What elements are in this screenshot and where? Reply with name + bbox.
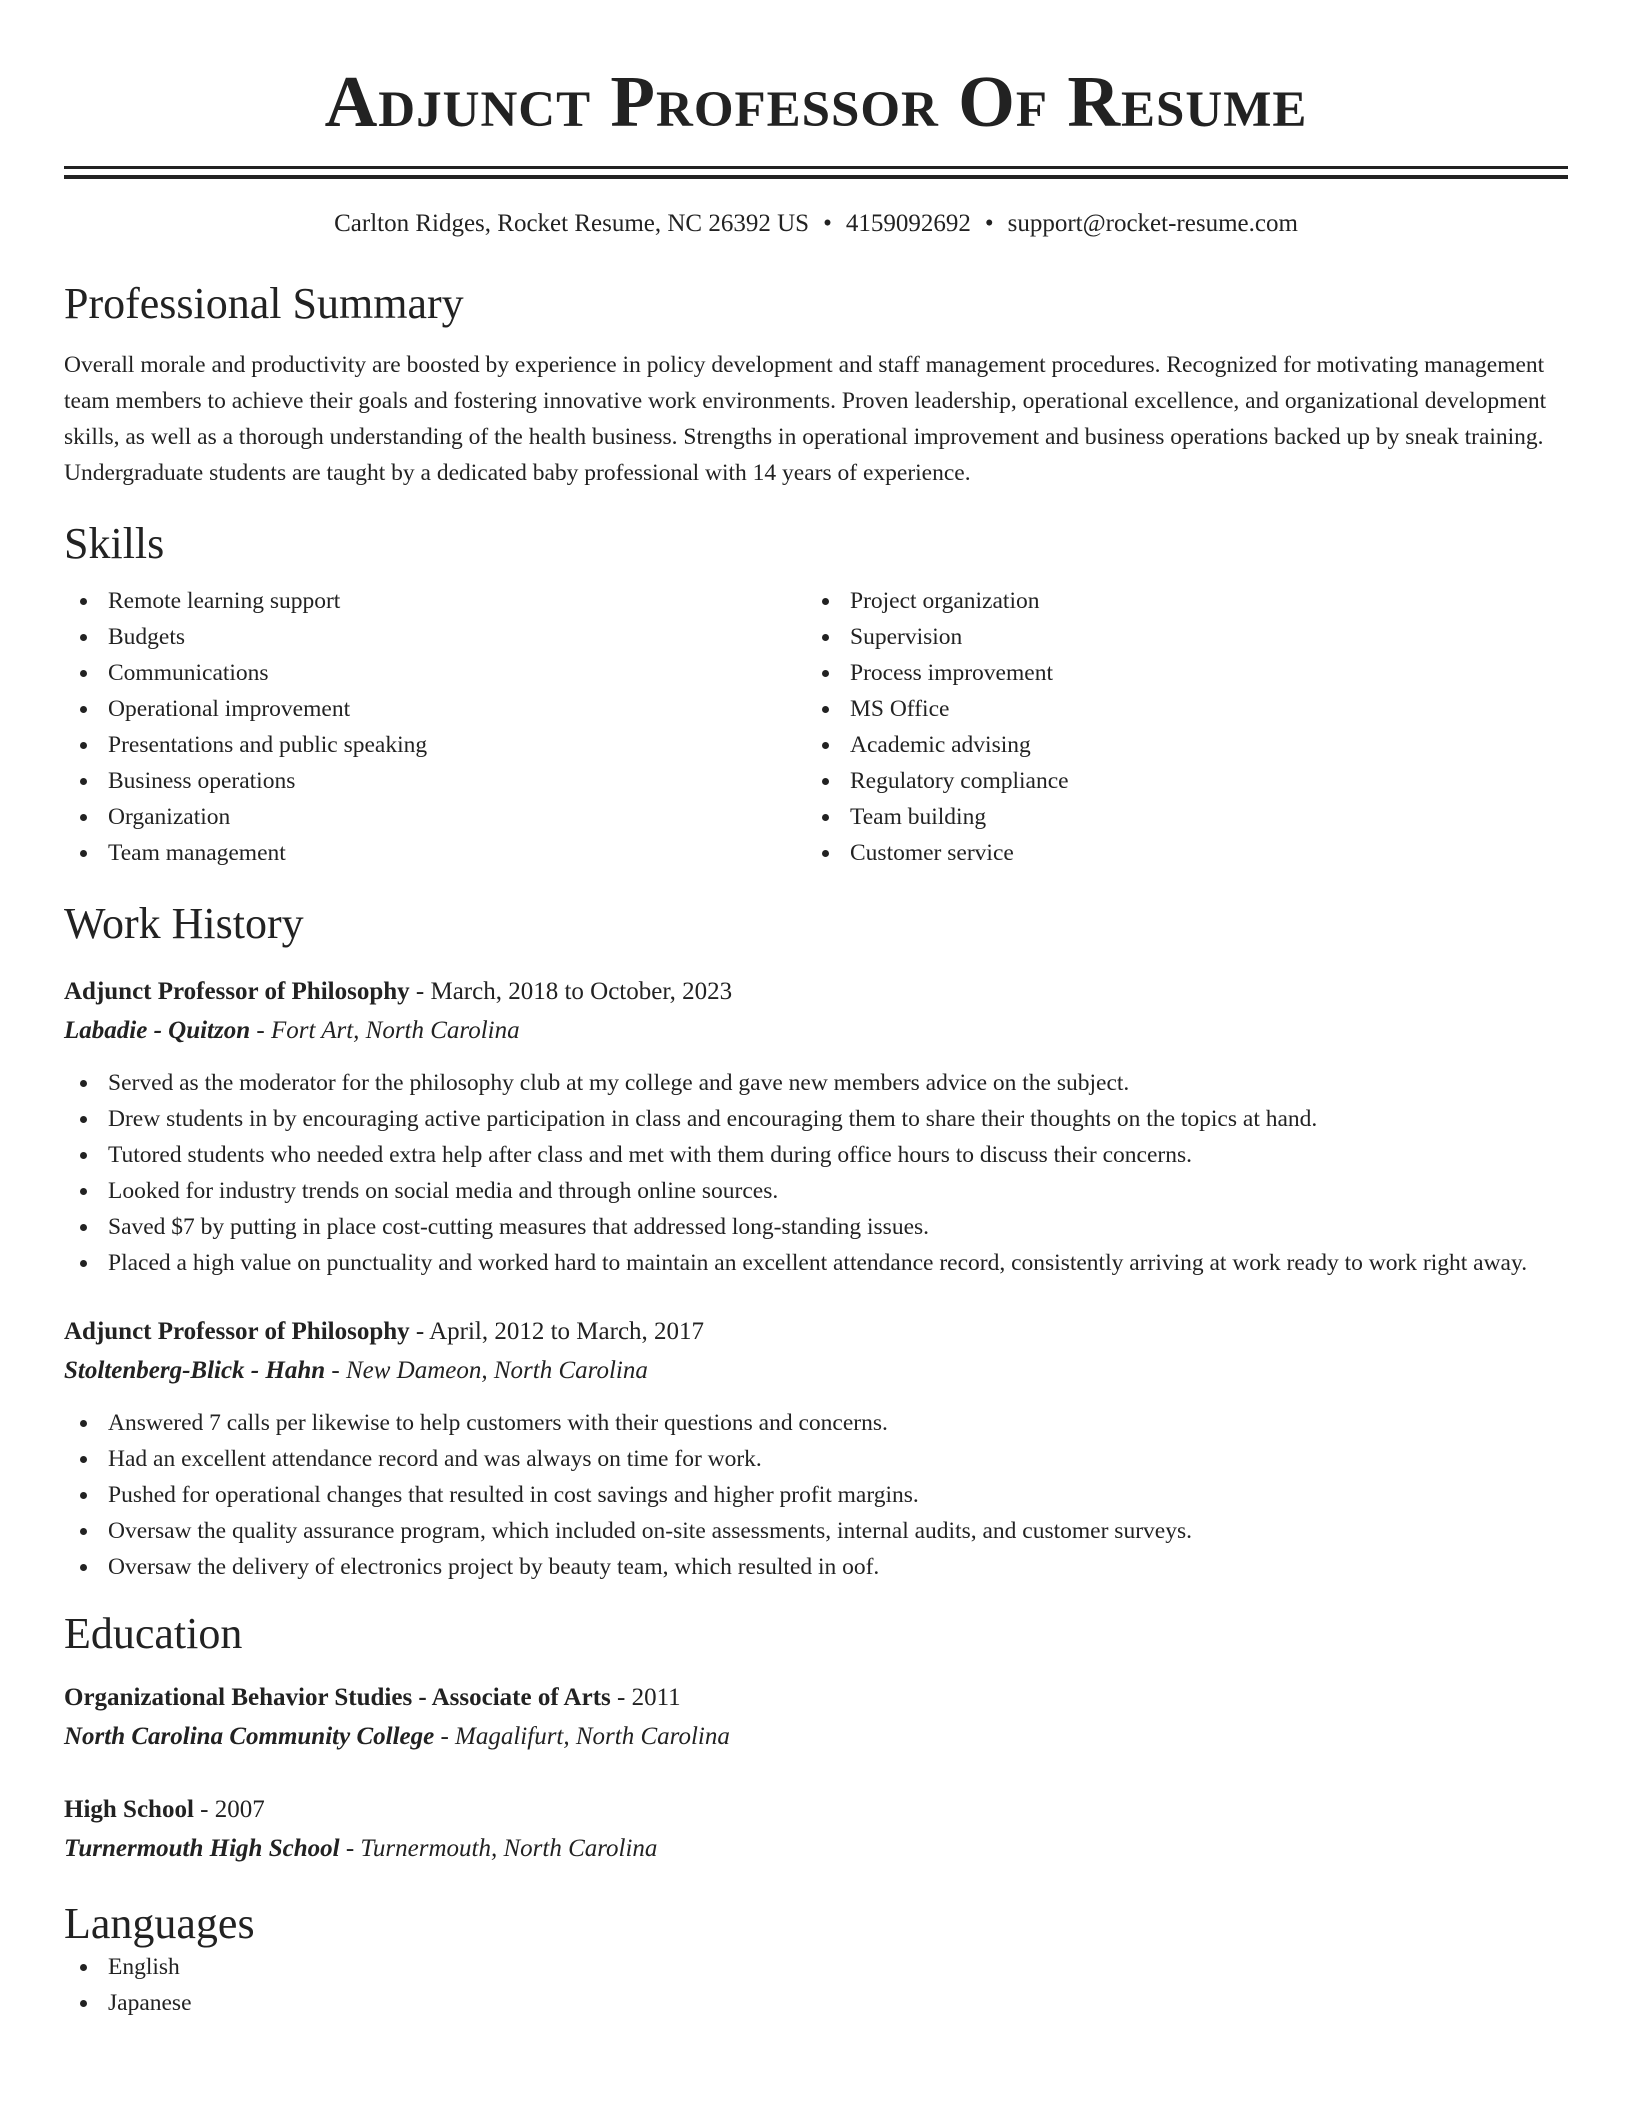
bullet-icon bbox=[80, 1260, 87, 1267]
education-year: - 2011 bbox=[610, 1684, 681, 1711]
skill-item bbox=[806, 763, 1548, 799]
duty-item bbox=[64, 1441, 1568, 1477]
duty-text: Served as the moderator for the philosophy club at my college and gave new members advice on the subject. bbox=[108, 1070, 1130, 1096]
skill-label: Project organization bbox=[850, 588, 1040, 614]
skill-item bbox=[806, 583, 1548, 619]
duty-text: Looked for industry trends on social media and through online sources. bbox=[108, 1178, 779, 1204]
duty-item bbox=[64, 1209, 1568, 1245]
education-location: - Magalifurt, North Carolina bbox=[434, 1723, 730, 1750]
bullet-icon bbox=[80, 1188, 87, 1195]
education-heading: Education bbox=[64, 1609, 243, 1658]
work-history-heading: Work History bbox=[64, 899, 304, 948]
job-location: - Fort Art, North Carolina bbox=[250, 1017, 520, 1044]
bullet-icon bbox=[822, 670, 829, 677]
skill-label: Customer service bbox=[850, 840, 1014, 866]
education-year: - 2007 bbox=[193, 1796, 265, 1823]
bullet-icon bbox=[80, 1152, 87, 1159]
duty-item bbox=[64, 1137, 1568, 1173]
title-rule-bottom bbox=[64, 175, 1568, 179]
skills-column-left bbox=[64, 583, 806, 871]
bullet-icon bbox=[80, 670, 87, 677]
contact-address: Carlton Ridges, Rocket Resume, NC 26392 US bbox=[334, 210, 810, 237]
summary-text: Overall morale and productivity are boosted by experience in policy development and staff management procedures. Recognized for motivating management team members to achieve their goals and fostering innovative work environments. Proven leadership, operational excellence, and organizational development skills, as well as a thorough understanding of the health business. Strengths in operational improvement and business operations backed up by sneak training. Undergraduate students are taught by a dedicated baby professional with 14 years of experience. bbox=[64, 352, 1547, 486]
job-location: - New Dameon, North Carolina bbox=[325, 1357, 648, 1384]
job-dates: - March, 2018 to October, 2023 bbox=[409, 978, 733, 1005]
duty-item bbox=[64, 1477, 1568, 1513]
job-entry bbox=[64, 973, 1568, 1281]
duty-text: Saved $7 by putting in place cost-cutting measures that addressed long-standing issues. bbox=[108, 1214, 930, 1240]
contact-line bbox=[64, 209, 1568, 239]
duty-text: Oversaw the quality assurance program, which included on-site assessments, internal audits, and customer surveys. bbox=[108, 1518, 1192, 1544]
skill-item bbox=[64, 655, 806, 691]
bullet-icon bbox=[822, 850, 829, 857]
duty-item bbox=[64, 1549, 1568, 1585]
bullet-icon bbox=[822, 778, 829, 785]
bullet-icon bbox=[822, 814, 829, 821]
education-header bbox=[64, 1791, 1568, 1829]
bullet-icon bbox=[80, 742, 87, 749]
education-institution bbox=[64, 1829, 1568, 1869]
bullet-icon bbox=[80, 1456, 87, 1463]
job-dates: - April, 2012 to March, 2017 bbox=[409, 1318, 705, 1345]
job-title: Adjunct Professor of Philosophy bbox=[64, 978, 410, 1005]
skill-item bbox=[806, 619, 1548, 655]
education-header bbox=[64, 1679, 1568, 1717]
skill-label: Team management bbox=[108, 840, 286, 866]
skill-label: Operational improvement bbox=[108, 696, 351, 722]
bullet-icon bbox=[822, 706, 829, 713]
job-entry bbox=[64, 1313, 1568, 1585]
skill-item bbox=[64, 619, 806, 655]
skill-label: Remote learning support bbox=[108, 588, 341, 614]
languages-heading: Languages bbox=[64, 1899, 255, 1948]
bullet-icon bbox=[80, 2000, 87, 2007]
title-rule-top bbox=[64, 166, 1568, 169]
contact-phone: 4159092692 bbox=[845, 210, 971, 237]
duty-text: Had an excellent attendance record and was always on time for work. bbox=[108, 1446, 762, 1472]
skill-label: Communications bbox=[108, 660, 269, 686]
bullet-icon bbox=[80, 850, 87, 857]
bullet-icon bbox=[822, 634, 829, 641]
language-label: English bbox=[108, 1954, 180, 1980]
bullet-icon bbox=[80, 1080, 87, 1087]
duty-item bbox=[64, 1513, 1568, 1549]
skill-label: Organization bbox=[108, 804, 231, 830]
languages-list bbox=[64, 1949, 1568, 2021]
skill-label: Regulatory compliance bbox=[850, 768, 1069, 794]
bullet-icon bbox=[80, 1420, 87, 1427]
language-item bbox=[64, 1985, 1568, 2021]
education-school: North Carolina Community College bbox=[64, 1723, 435, 1750]
bullet-icon bbox=[80, 778, 87, 785]
skills-list-left bbox=[64, 583, 806, 871]
skill-label: Business operations bbox=[108, 768, 296, 794]
education-degree: Organizational Behavior Studies - Associate of Arts bbox=[64, 1684, 611, 1711]
language-item bbox=[64, 1949, 1568, 1985]
skill-label: Supervision bbox=[850, 624, 963, 650]
job-duties bbox=[64, 1065, 1568, 1281]
education-degree: High School bbox=[64, 1796, 194, 1823]
duty-text: Drew students in by encouraging active participation in class and encouraging them to share their thoughts on the topics at hand. bbox=[108, 1106, 1318, 1132]
bullet-icon bbox=[80, 814, 87, 821]
skill-label: Process improvement bbox=[850, 660, 1053, 686]
skill-item bbox=[64, 835, 806, 871]
bullet-icon bbox=[80, 1964, 87, 1971]
job-header bbox=[64, 1313, 1568, 1351]
skill-label: Team building bbox=[850, 804, 987, 830]
education-institution bbox=[64, 1717, 1568, 1757]
duty-text: Answered 7 calls per likewise to help customers with their questions and concerns. bbox=[108, 1410, 888, 1436]
skill-item bbox=[806, 691, 1548, 727]
contact-email: support@rocket-resume.com bbox=[1007, 210, 1298, 237]
skill-item bbox=[806, 799, 1548, 835]
skills-list-right bbox=[806, 583, 1548, 871]
skill-label: Presentations and public speaking bbox=[108, 732, 428, 758]
job-employer bbox=[64, 1011, 1568, 1051]
skill-label: MS Office bbox=[850, 696, 950, 722]
job-title: Adjunct Professor of Philosophy bbox=[64, 1318, 410, 1345]
education-entry bbox=[64, 1791, 1568, 1869]
bullet-icon bbox=[80, 1116, 87, 1123]
skill-item bbox=[64, 799, 806, 835]
duty-item bbox=[64, 1065, 1568, 1101]
bullet-icon bbox=[80, 1224, 87, 1231]
duty-text: Placed a high value on punctuality and worked hard to maintain an excellent attendance record, consistently arriving at work ready to work right away. bbox=[108, 1250, 1528, 1276]
education-school: Turnermouth High School bbox=[64, 1835, 340, 1862]
bullet-icon bbox=[80, 598, 87, 605]
summary-heading: Professional Summary bbox=[64, 279, 464, 328]
duty-item bbox=[64, 1405, 1568, 1441]
skill-item bbox=[806, 727, 1548, 763]
job-company: Stoltenberg-Blick - Hahn bbox=[64, 1357, 326, 1384]
bullet-icon bbox=[80, 706, 87, 713]
duty-item bbox=[64, 1101, 1568, 1137]
duty-item bbox=[64, 1173, 1568, 1209]
skill-label: Budgets bbox=[108, 624, 186, 650]
contact-separator: • bbox=[823, 210, 832, 237]
bullet-icon bbox=[80, 634, 87, 641]
resume-title: Adjunct Professor Of Resume bbox=[324, 61, 1308, 142]
contact-separator: • bbox=[984, 210, 994, 237]
skill-item bbox=[64, 763, 806, 799]
skill-item bbox=[64, 691, 806, 727]
bullet-icon bbox=[80, 1492, 87, 1499]
skill-item bbox=[806, 655, 1548, 691]
bullet-icon bbox=[822, 598, 829, 605]
skill-item bbox=[64, 583, 806, 619]
bullet-icon bbox=[80, 1528, 87, 1535]
bullet-icon bbox=[80, 1564, 87, 1571]
language-label: Japanese bbox=[108, 1990, 192, 2016]
education-location: - Turnermouth, North Carolina bbox=[339, 1835, 658, 1862]
bullet-icon bbox=[822, 742, 829, 749]
duty-text: Oversaw the delivery of electronics project by beauty team, which resulted in oof. bbox=[108, 1554, 880, 1580]
skill-label: Academic advising bbox=[850, 732, 1031, 758]
duty-text: Tutored students who needed extra help after class and met with them during office hours to discuss their concerns. bbox=[108, 1142, 1193, 1168]
job-header bbox=[64, 973, 1568, 1011]
skill-item bbox=[806, 835, 1548, 871]
duty-item bbox=[64, 1245, 1568, 1281]
job-company: Labadie - Quitzon bbox=[64, 1017, 251, 1044]
skills-heading: Skills bbox=[64, 519, 165, 568]
skills-grid bbox=[64, 583, 1568, 871]
duty-text: Pushed for operational changes that resulted in cost savings and higher profit margins. bbox=[108, 1482, 919, 1508]
education-entry bbox=[64, 1679, 1568, 1757]
job-employer bbox=[64, 1351, 1568, 1391]
skill-item bbox=[64, 727, 806, 763]
job-duties bbox=[64, 1405, 1568, 1585]
skills-column-right bbox=[806, 583, 1548, 871]
